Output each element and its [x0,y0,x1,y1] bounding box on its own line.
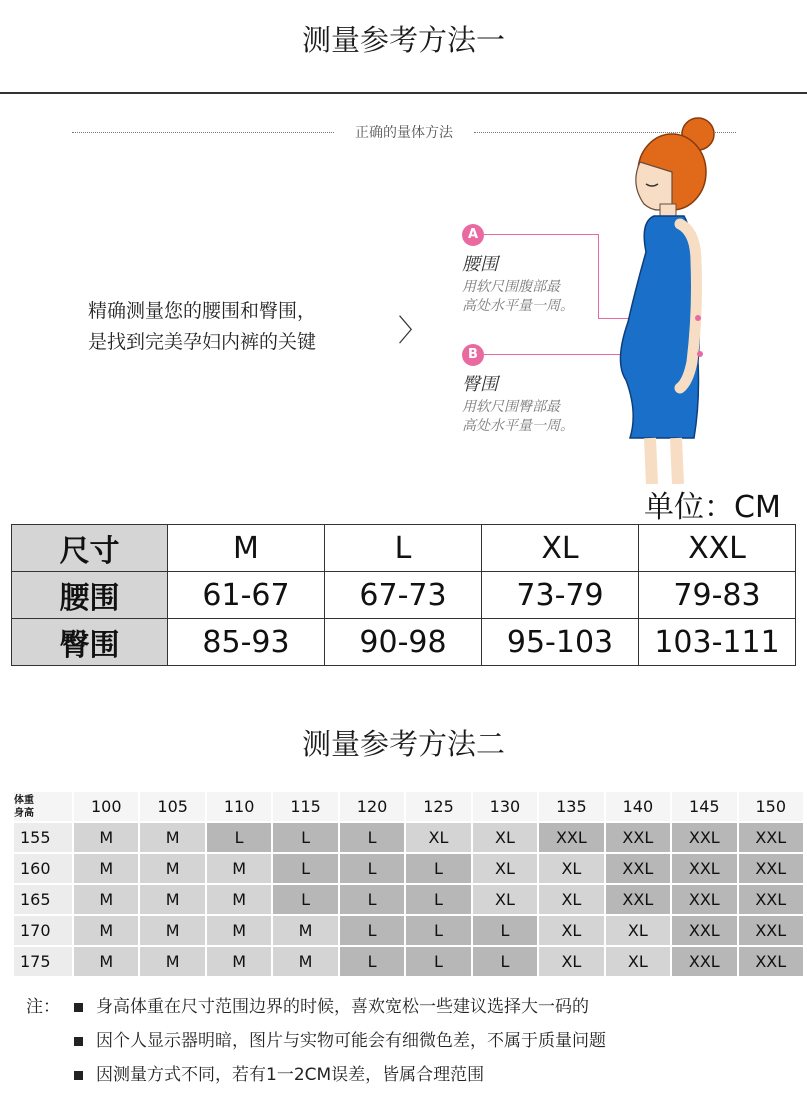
weight-header-cell: 100 [74,792,138,821]
height-row [14,854,803,883]
height-row [14,885,803,914]
waist-row-label: 腰围 [12,572,168,619]
size-cell: XL [406,823,470,852]
waist-desc-line-2: 高处水平量一周。 [462,298,574,314]
size-table [11,524,796,666]
section1-title: 测量参考方法一 [301,23,505,57]
size-cell: M [207,885,271,914]
hip-title: 臀围 [462,374,498,395]
diagram-label: 正确的量体方法 [355,125,453,141]
size-cell: XL [539,947,603,976]
size-cell: L [340,947,404,976]
size-cell: XXL [672,885,736,914]
size-cell: L [340,916,404,945]
size-cell: L [406,885,470,914]
size-cell: XXL [672,854,736,883]
bullet-icon [74,1037,83,1046]
weight-header-cell: 125 [406,792,470,821]
size-cell: XXL [672,916,736,945]
size-cell: XXL [739,823,803,852]
size-cell: L [340,854,404,883]
waist-m: 61-67 [168,572,325,619]
hip-l: 90-98 [325,619,482,666]
note-item [26,1028,786,1062]
note-text: 因测量方式不同，若有1一2CM误差，皆属合理范围 [96,1065,485,1085]
size-cell: M [140,947,204,976]
waist-marker [695,315,701,321]
pregnant-woman-illustration [600,112,730,484]
intro-line-2: 是找到完美孕妇内裤的关键 [88,331,317,353]
hip-m: 85-93 [168,619,325,666]
height-weight-table [12,790,805,978]
note-text: 身高体重在尺寸范围边界的时候，喜欢宽松一些建议选择大一码的 [96,997,589,1017]
dotted-divider-left [72,132,334,133]
size-cell: L [406,916,470,945]
waist-leader-line [484,234,598,235]
size-cell: XXL [739,947,803,976]
hip-desc-line-2: 高处水平量一周。 [462,418,574,434]
weight-header-cell: 110 [207,792,271,821]
weight-header-cell: 120 [340,792,404,821]
size-cell: XL [606,947,670,976]
corner-cell [14,792,72,821]
note-item [26,1062,786,1096]
blue-dress [620,216,699,438]
size-cell: M [74,823,138,852]
title-divider [0,92,807,94]
waist-xxl: 79-83 [639,572,796,619]
size-cell: L [340,885,404,914]
height-header-cell: 170 [14,916,72,945]
size-cell: XXL [606,885,670,914]
height-header-cell: 160 [14,854,72,883]
size-cell: XXL [739,885,803,914]
hip-xl: 95-103 [482,619,639,666]
weight-header-cell: 145 [672,792,736,821]
notes-label: 注： [26,997,60,1017]
size-cell: XXL [739,854,803,883]
note-text: 因个人显示器明暗，图片与实物可能会有细微色差，不属于质量问题 [96,1031,606,1051]
badge-a: A [462,224,484,246]
size-cell: M [140,854,204,883]
hip-marker [697,351,703,357]
hip-description [462,398,612,436]
weight-header-row [14,792,803,821]
notes [26,994,786,1096]
size-cell: XL [539,885,603,914]
weight-header-cell: 115 [273,792,337,821]
size-cell: M [140,916,204,945]
size-cell: M [140,823,204,852]
weight-header-cell: 130 [473,792,537,821]
weight-header-cell: 150 [739,792,803,821]
size-cell: L [207,823,271,852]
intro-text [88,296,408,358]
waist-l: 67-73 [325,572,482,619]
size-cell: XL [473,885,537,914]
size-cell: L [473,947,537,976]
bullet-icon [74,1071,83,1080]
size-cell: XL [539,916,603,945]
size-cell: L [273,823,337,852]
size-header-row [12,525,796,572]
size-cell: L [340,823,404,852]
hip-row-label: 臀围 [12,619,168,666]
corner-weight-label: 体重 [14,794,34,806]
intro-line-1: 精确测量您的腰围和臀围， [88,300,317,322]
hip-xxl: 103-111 [639,619,796,666]
weight-header-cell: 135 [539,792,603,821]
legs [650,438,678,484]
height-row [14,823,803,852]
size-cell: M [207,947,271,976]
size-cell: L [406,947,470,976]
height-row [14,916,803,945]
waist-desc-line-1: 用软尺围腹部最 [462,279,560,295]
waist-row [12,572,796,619]
size-cell: XXL [739,916,803,945]
waist-title: 腰围 [462,254,498,275]
size-header-m: M [168,525,325,572]
size-cell: M [207,916,271,945]
size-header-xl: XL [482,525,639,572]
unit-label: 单位：CM [644,490,781,525]
size-header-l: L [325,525,482,572]
size-cell: XXL [672,947,736,976]
size-cell: XL [473,854,537,883]
size-cell: XL [473,823,537,852]
size-cell: XXL [539,823,603,852]
hip-row [12,619,796,666]
waist-xl: 73-79 [482,572,639,619]
size-cell: L [406,854,470,883]
size-header-label: 尺寸 [12,525,168,572]
corner-height-label: 身高 [14,807,34,819]
size-cell: L [473,916,537,945]
height-header-cell: 165 [14,885,72,914]
size-cell: M [140,885,204,914]
height-row [14,947,803,976]
size-cell: XL [606,916,670,945]
size-cell: XXL [672,823,736,852]
size-cell: L [273,885,337,914]
size-cell: L [273,854,337,883]
size-cell: XXL [606,823,670,852]
height-header-cell: 155 [14,823,72,852]
section2-title: 测量参考方法二 [301,727,505,761]
size-cell: M [273,916,337,945]
size-cell: M [273,947,337,976]
size-cell: M [74,947,138,976]
badge-b: B [462,344,484,366]
bullet-icon [74,1003,83,1012]
size-cell: M [74,885,138,914]
height-header-cell: 175 [14,947,72,976]
chevron-right-icon: 〉 [398,314,428,349]
weight-header-cell: 105 [140,792,204,821]
size-cell: XL [539,854,603,883]
size-cell: M [74,854,138,883]
size-cell: XXL [606,854,670,883]
weight-header-cell: 140 [606,792,670,821]
size-cell: M [74,916,138,945]
waist-description [462,278,612,316]
size-header-xxl: XXL [639,525,796,572]
hip-desc-line-1: 用软尺围臀部最 [462,399,560,415]
size-cell: M [207,854,271,883]
note-item [26,994,786,1028]
